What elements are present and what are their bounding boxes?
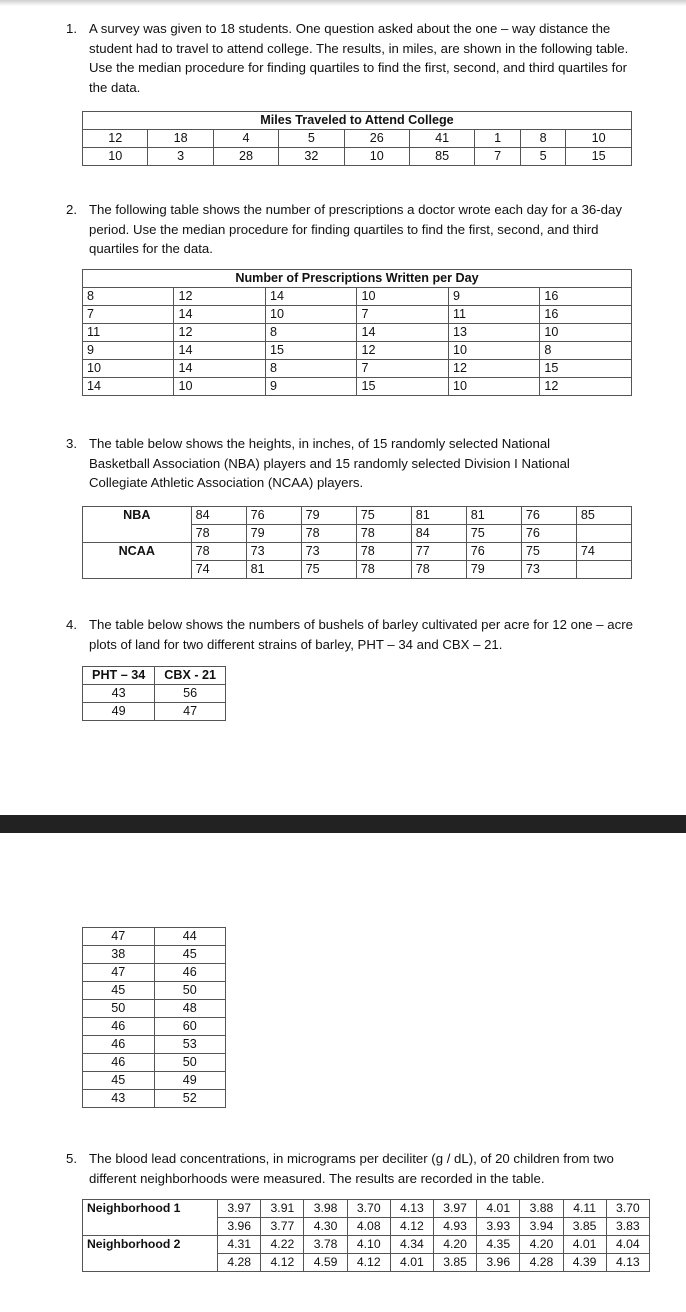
table-cell: 13 bbox=[448, 324, 539, 342]
table-cell: 1 bbox=[475, 130, 521, 148]
table-cell: 3.93 bbox=[477, 1218, 520, 1236]
table-cell: 4 bbox=[213, 130, 278, 148]
table-cell: 11 bbox=[448, 306, 539, 324]
table-cell: 8 bbox=[520, 130, 566, 148]
table-cell: 4.59 bbox=[304, 1254, 347, 1272]
table-row bbox=[83, 1000, 226, 1018]
table-cell: 76 bbox=[246, 507, 301, 525]
table-cell bbox=[576, 525, 631, 543]
table-cell: 85 bbox=[409, 148, 474, 166]
table-cell: 8 bbox=[540, 342, 632, 360]
row-label-nba: NBA bbox=[83, 507, 192, 543]
table-cell: 4.13 bbox=[606, 1254, 649, 1272]
table-cell: 78 bbox=[301, 525, 356, 543]
table-cell: 47 bbox=[83, 964, 155, 982]
table-cell: 12 bbox=[540, 378, 632, 396]
table-cell: 4.13 bbox=[390, 1200, 433, 1218]
table-cell: 4.28 bbox=[218, 1254, 261, 1272]
table-cell: 46 bbox=[83, 1018, 155, 1036]
table-row bbox=[83, 946, 226, 964]
question-number: 2. bbox=[66, 202, 77, 217]
table-cell: 14 bbox=[265, 288, 356, 306]
table-cell: 46 bbox=[83, 1054, 155, 1072]
table-cell: 10 bbox=[174, 378, 265, 396]
table-cell: 48 bbox=[154, 1000, 226, 1018]
table-cell: 3.97 bbox=[434, 1200, 477, 1218]
table-title: Number of Prescriptions Written per Day bbox=[83, 270, 632, 288]
table-cell: 73 bbox=[246, 543, 301, 561]
table-cell: 11 bbox=[83, 324, 174, 342]
table-cell: 78 bbox=[356, 543, 411, 561]
table-cell: 8 bbox=[265, 324, 356, 342]
column-header: CBX - 21 bbox=[155, 667, 226, 685]
table-cell: 45 bbox=[83, 982, 155, 1000]
table-cell: 3.88 bbox=[520, 1200, 563, 1218]
page-separator bbox=[0, 815, 686, 833]
table-row bbox=[83, 1200, 650, 1218]
table-cell: 49 bbox=[154, 1072, 226, 1090]
table-cell: 78 bbox=[356, 561, 411, 579]
table-cell: 79 bbox=[466, 561, 521, 579]
table-cell: 47 bbox=[83, 928, 155, 946]
table-row bbox=[83, 703, 226, 721]
table-cell: 76 bbox=[521, 525, 576, 543]
question-text: The table below shows the numbers of bushels of barley cultivated per acre for 12 one – acre plots of land for two different strains of barley, PHT – 34 and CBX – 21. bbox=[89, 617, 633, 652]
table-cell: 3.70 bbox=[606, 1200, 649, 1218]
question-number: 4. bbox=[66, 617, 77, 632]
row-label-neighborhood-1: Neighborhood 1 bbox=[83, 1200, 218, 1236]
table-row bbox=[83, 1090, 226, 1108]
column-header: PHT – 34 bbox=[83, 667, 155, 685]
table-cell: 12 bbox=[174, 288, 265, 306]
table-cell: 3.70 bbox=[347, 1200, 390, 1218]
table-cell: 4.12 bbox=[390, 1218, 433, 1236]
table-cell: 18 bbox=[148, 130, 213, 148]
table-row bbox=[83, 928, 226, 946]
table-cell: 4.93 bbox=[434, 1218, 477, 1236]
table-row bbox=[83, 667, 226, 685]
table-row bbox=[83, 130, 632, 148]
table-row bbox=[83, 1036, 226, 1054]
table-cell: 4.20 bbox=[434, 1236, 477, 1254]
table-cell: 4.12 bbox=[261, 1254, 304, 1272]
table-cell: 4.39 bbox=[563, 1254, 606, 1272]
table-cell: 14 bbox=[83, 378, 174, 396]
table-row bbox=[83, 148, 632, 166]
table-cell: 78 bbox=[191, 543, 246, 561]
table-cell: 85 bbox=[576, 507, 631, 525]
table-cell: 43 bbox=[83, 685, 155, 703]
table-cell: 12 bbox=[448, 360, 539, 378]
table-cell: 9 bbox=[265, 378, 356, 396]
table-cell: 10 bbox=[540, 324, 632, 342]
blood-lead-table bbox=[82, 1199, 650, 1272]
table-cell: 78 bbox=[191, 525, 246, 543]
table-row bbox=[83, 378, 632, 396]
table-cell: 4.01 bbox=[390, 1254, 433, 1272]
table-cell: 3.97 bbox=[218, 1200, 261, 1218]
table-cell: 16 bbox=[540, 288, 632, 306]
question-text: The blood lead concentrations, in micrograms per deciliter (g / dL), of 20 children from two different neighborhoods were measured. The results are recorded in the table. bbox=[89, 1151, 614, 1186]
table-cell: 52 bbox=[154, 1090, 226, 1108]
miles-table bbox=[82, 111, 632, 166]
table-cell: 14 bbox=[174, 306, 265, 324]
table-cell: 9 bbox=[83, 342, 174, 360]
table-cell: 12 bbox=[357, 342, 448, 360]
table-cell: 49 bbox=[83, 703, 155, 721]
table-cell: 81 bbox=[466, 507, 521, 525]
table-cell: 3.94 bbox=[520, 1218, 563, 1236]
table-cell: 50 bbox=[83, 1000, 155, 1018]
table-cell: 5 bbox=[520, 148, 566, 166]
table-cell: 9 bbox=[448, 288, 539, 306]
table-cell: 7 bbox=[475, 148, 521, 166]
table-cell: 75 bbox=[521, 543, 576, 561]
table-cell: 15 bbox=[265, 342, 356, 360]
table-cell: 5 bbox=[279, 130, 344, 148]
table-cell: 79 bbox=[301, 507, 356, 525]
table-cell: 38 bbox=[83, 946, 155, 964]
table-cell: 32 bbox=[279, 148, 344, 166]
table-cell: 74 bbox=[576, 543, 631, 561]
table-cell: 4.30 bbox=[304, 1218, 347, 1236]
table-cell: 16 bbox=[540, 306, 632, 324]
table-row bbox=[83, 1054, 226, 1072]
table-cell: 4.10 bbox=[347, 1236, 390, 1254]
table-cell: 4.04 bbox=[606, 1236, 649, 1254]
table-cell: 76 bbox=[466, 543, 521, 561]
table-cell: 50 bbox=[154, 982, 226, 1000]
table-cell: 3.91 bbox=[261, 1200, 304, 1218]
page-bottom bbox=[0, 833, 686, 1312]
table-cell: 41 bbox=[409, 130, 474, 148]
table-cell: 28 bbox=[213, 148, 278, 166]
table-cell: 4.35 bbox=[477, 1236, 520, 1254]
table-cell: 14 bbox=[357, 324, 448, 342]
table-cell: 8 bbox=[83, 288, 174, 306]
table-row bbox=[83, 306, 632, 324]
table-cell: 73 bbox=[301, 543, 356, 561]
table-cell: 10 bbox=[357, 288, 448, 306]
table-cell: 75 bbox=[356, 507, 411, 525]
table-cell: 77 bbox=[411, 543, 466, 561]
row-label-neighborhood-2: Neighborhood 2 bbox=[83, 1236, 218, 1272]
heights-table bbox=[82, 506, 632, 579]
table-cell: 12 bbox=[83, 130, 148, 148]
table-cell: 3.96 bbox=[477, 1254, 520, 1272]
table-cell: 44 bbox=[154, 928, 226, 946]
table-cell: 76 bbox=[521, 507, 576, 525]
table-row bbox=[83, 1236, 650, 1254]
table-cell: 74 bbox=[191, 561, 246, 579]
table-cell: 4.31 bbox=[218, 1236, 261, 1254]
table-cell: 7 bbox=[83, 306, 174, 324]
question-text: The table below shows the heights, in inches, of 15 randomly selected National Basketball Association (NBA) players and 15 randomly selected Division I National Collegiate Athletic Association (NCAA) players. bbox=[89, 436, 570, 490]
table-cell: 50 bbox=[154, 1054, 226, 1072]
table-cell bbox=[576, 561, 631, 579]
table-cell: 3.85 bbox=[434, 1254, 477, 1272]
table-cell: 4.01 bbox=[477, 1200, 520, 1218]
table-cell: 10 bbox=[265, 306, 356, 324]
table-cell: 26 bbox=[344, 130, 409, 148]
table-cell: 3.78 bbox=[304, 1236, 347, 1254]
table-cell: 10 bbox=[344, 148, 409, 166]
table-cell: 46 bbox=[83, 1036, 155, 1054]
table-cell: 14 bbox=[174, 342, 265, 360]
table-row bbox=[83, 543, 632, 561]
table-cell: 7 bbox=[357, 306, 448, 324]
barley-table-continued bbox=[82, 927, 226, 1108]
table-cell: 4.12 bbox=[347, 1254, 390, 1272]
table-cell: 3 bbox=[148, 148, 213, 166]
table-cell: 3.98 bbox=[304, 1200, 347, 1218]
table-cell: 81 bbox=[411, 507, 466, 525]
table-title: Miles Traveled to Attend College bbox=[83, 112, 632, 130]
prescriptions-table bbox=[82, 269, 632, 396]
table-cell: 10 bbox=[448, 378, 539, 396]
table-row bbox=[83, 1072, 226, 1090]
table-cell: 15 bbox=[566, 148, 632, 166]
table-cell: 53 bbox=[154, 1036, 226, 1054]
question-number: 1. bbox=[66, 21, 77, 36]
table-cell: 7 bbox=[357, 360, 448, 378]
table-cell: 84 bbox=[411, 525, 466, 543]
table-cell: 4.01 bbox=[563, 1236, 606, 1254]
table-cell: 43 bbox=[83, 1090, 155, 1108]
table-cell: 10 bbox=[83, 360, 174, 378]
table-cell: 4.28 bbox=[520, 1254, 563, 1272]
table-cell: 10 bbox=[83, 148, 148, 166]
table-cell: 15 bbox=[540, 360, 632, 378]
table-row bbox=[83, 342, 632, 360]
table-cell: 4.34 bbox=[390, 1236, 433, 1254]
question-number: 3. bbox=[66, 436, 77, 451]
table-cell: 3.96 bbox=[218, 1218, 261, 1236]
table-cell: 79 bbox=[246, 525, 301, 543]
table-cell: 10 bbox=[566, 130, 632, 148]
table-cell: 60 bbox=[154, 1018, 226, 1036]
table-cell: 3.83 bbox=[606, 1218, 649, 1236]
table-cell: 56 bbox=[155, 685, 226, 703]
row-label-ncaa: NCAA bbox=[83, 543, 192, 579]
barley-table-top bbox=[82, 666, 226, 721]
table-cell: 75 bbox=[301, 561, 356, 579]
table-row bbox=[83, 964, 226, 982]
table-cell: 84 bbox=[191, 507, 246, 525]
table-row bbox=[83, 288, 632, 306]
table-cell: 15 bbox=[357, 378, 448, 396]
table-row bbox=[83, 360, 632, 378]
table-cell: 4.20 bbox=[520, 1236, 563, 1254]
table-cell: 78 bbox=[411, 561, 466, 579]
table-row bbox=[83, 685, 226, 703]
table-cell: 45 bbox=[154, 946, 226, 964]
question-number: 5. bbox=[66, 1151, 77, 1166]
table-row bbox=[83, 507, 632, 525]
table-cell: 46 bbox=[154, 964, 226, 982]
table-cell: 14 bbox=[174, 360, 265, 378]
question-text: A survey was given to 18 students. One question asked about the one – way distance the student had to travel to attend college. The results, in miles, are shown in the following table. Use the median procedure for finding quartiles to find the first, second, and third quartiles for the data. bbox=[89, 21, 629, 95]
table-cell: 73 bbox=[521, 561, 576, 579]
table-cell: 3.77 bbox=[261, 1218, 304, 1236]
table-cell: 78 bbox=[356, 525, 411, 543]
table-cell: 47 bbox=[155, 703, 226, 721]
table-row bbox=[83, 324, 632, 342]
table-cell: 45 bbox=[83, 1072, 155, 1090]
table-cell: 4.11 bbox=[563, 1200, 606, 1218]
table-cell: 4.22 bbox=[261, 1236, 304, 1254]
table-row bbox=[83, 982, 226, 1000]
table-cell: 12 bbox=[174, 324, 265, 342]
table-cell: 4.08 bbox=[347, 1218, 390, 1236]
table-cell: 10 bbox=[448, 342, 539, 360]
table-cell: 3.85 bbox=[563, 1218, 606, 1236]
table-cell: 81 bbox=[246, 561, 301, 579]
table-cell: 75 bbox=[466, 525, 521, 543]
table-cell: 8 bbox=[265, 360, 356, 378]
question-text: The following table shows the number of prescriptions a doctor wrote each day for a 36-day period. Use the median procedure for finding quartiles to find the first, second, and third quartiles for the data. bbox=[89, 202, 622, 256]
table-row bbox=[83, 1018, 226, 1036]
